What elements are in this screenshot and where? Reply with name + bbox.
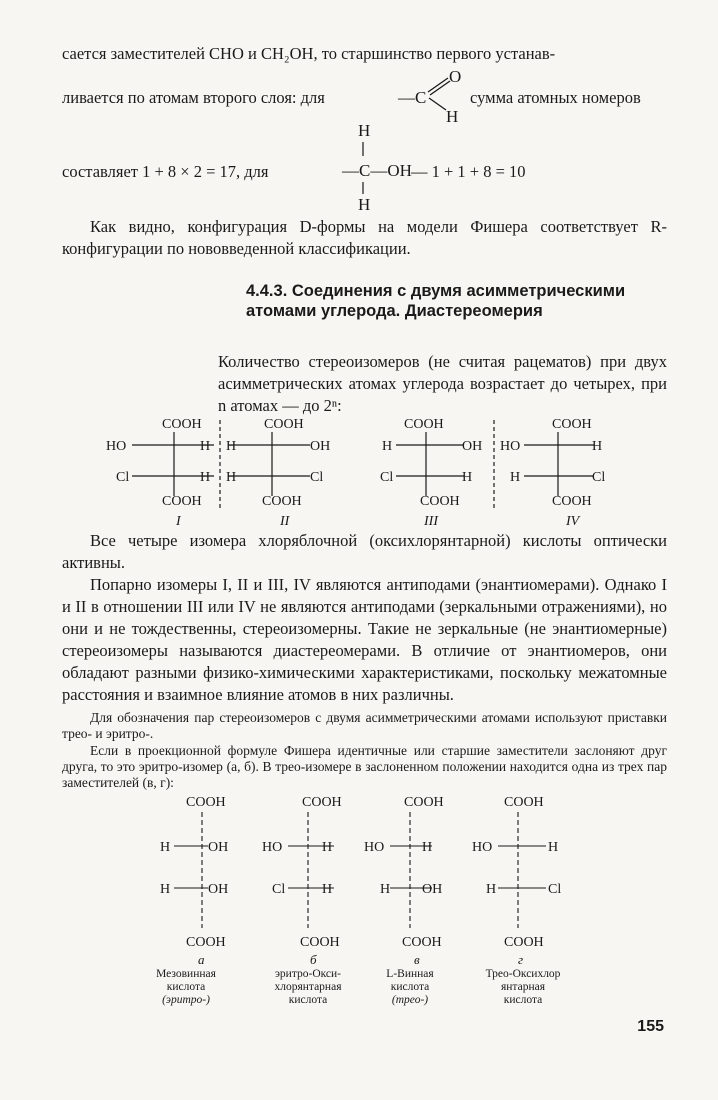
fischer-ii: [226, 417, 330, 529]
fischer-iii-cooh-top: COOH: [404, 417, 444, 432]
fischer-a: [160, 795, 228, 967]
fischer-v-h2: H: [380, 882, 391, 897]
fischer-a-cooh-top: COOH: [186, 795, 226, 810]
section-heading: 4.4.3. Соединения с двумя асимметрическими атомами углерода. Диастереомерия: [246, 282, 626, 320]
fischer-v: [364, 795, 444, 967]
fischer-iii-oh: OH: [462, 439, 483, 454]
fischer-b-ho: HO: [262, 840, 283, 855]
fischer-ii-cl: Cl: [310, 470, 324, 485]
fischer-ii-cooh-top: COOH: [264, 417, 304, 432]
fischer-b-cooh-top: COOH: [302, 795, 342, 810]
fischer-iii-h: H: [382, 439, 393, 454]
fischer-i-ho: HO: [106, 439, 127, 454]
cho-h: H: [446, 107, 459, 126]
fischer-iv-cl: Cl: [592, 470, 606, 485]
fischer-g-cl: Cl: [548, 882, 562, 897]
fischer-iii-cooh-bottom: COOH: [420, 494, 460, 509]
fischer-g-h2: H: [486, 882, 497, 897]
fischer-i-h2: H: [200, 470, 211, 485]
caption-v: [355, 968, 465, 1007]
caption-g-line3: кислота: [503, 994, 543, 1006]
fischer-v-cooh-bottom: COOH: [402, 935, 442, 950]
fischer-v-ho: HO: [364, 840, 385, 855]
fischer-a-cooh-bottom: COOH: [186, 935, 226, 950]
fischer-b-cl: Cl: [272, 882, 286, 897]
caption-b-line2: хлорянтарная: [274, 981, 342, 993]
aldehyde-group-formula: [394, 64, 474, 126]
fischer-iv-ho: HO: [500, 439, 521, 454]
fischer-ii-h1: H: [226, 439, 237, 454]
paragraph-enantiomers: Попарно изомеры I, II и III, IV являются антиподами (энантиомерами). Однако I и II в отношении III или IV не являются антиподами (зеркальными отражениями), но они и не тождественны, стереоизомерны. Такие не зеркальные (не энантиомерные) стереоизомеры называются диастереомерами. В отличие от энантиомеров, они обладают разными физико-химическими характеристиками, поскольку межатомные расстояния и взаимное влияние атомов в них различны.: [62, 575, 667, 704]
fischer-b-h1: H: [322, 840, 333, 855]
fischer-iii-h2: H: [462, 470, 473, 485]
fischer-v-h1: H: [422, 840, 433, 855]
caption-b-line1: эритро-Окси-: [274, 968, 342, 980]
caption-v-line3: (трео-): [391, 994, 429, 1006]
fischer-g: [472, 795, 561, 967]
text-line-3a: составляет 1 + 8 × 2 = 17, для: [62, 162, 269, 181]
fischer-b-cooh-bottom: COOH: [300, 935, 340, 950]
fischer-iv-h2: H: [510, 470, 521, 485]
fischer-a-letter: а: [198, 952, 205, 967]
fischer-i-cooh-bottom: COOH: [162, 494, 202, 509]
caption-b: [253, 968, 363, 1007]
ch2oh-h-top: H: [358, 121, 371, 140]
fischer-i: [106, 417, 214, 529]
paragraph-stereoisomers-intro: [218, 351, 667, 417]
text-line-2b: сумма атомных номеров: [470, 88, 641, 107]
smallprint-prefixes: Для обозначения пар стереоизомеров с двумя асимметрическими атомами используют приставки трео- и эритро-.: [62, 710, 667, 741]
caption-a-line1: Мезовинная: [156, 968, 216, 980]
caption-a-line2: кислота: [166, 981, 206, 993]
caption-a-line3: (эритро-): [162, 994, 210, 1006]
fischer-projections-i-iv: [100, 412, 640, 532]
fischer-i-cl: Cl: [116, 470, 130, 485]
caption-a: [131, 968, 241, 1007]
fischer-iv: [500, 417, 605, 529]
fischer-ii-h2: H: [226, 470, 237, 485]
fischer-iii-cl: Cl: [380, 470, 394, 485]
ch2oh-mid: —C—OH: [342, 161, 412, 180]
ch2oh-h-bottom: H: [358, 195, 371, 212]
fischer-a-oh2: OH: [208, 882, 229, 897]
fischer-g-cooh-top: COOH: [504, 795, 544, 810]
fischer-iv-cooh-top: COOH: [552, 417, 592, 432]
fischer-g-h1: H: [548, 840, 559, 855]
fischer-g-cooh-bottom: COOH: [504, 935, 544, 950]
fischer-b-letter: б: [310, 952, 317, 967]
fischer-i-h1: H: [200, 439, 211, 454]
fischer-iv-h1: H: [592, 439, 603, 454]
cho-o: O: [449, 67, 462, 86]
caption-v-line2: кислота: [390, 981, 430, 993]
caption-g: [468, 968, 578, 1007]
fischer-b-h2: H: [322, 882, 333, 897]
fischer-i-cooh-top: COOH: [162, 417, 202, 432]
fischer-v-oh: OH: [422, 882, 443, 897]
paragraph-d-form: Как видно, конфигурация D-формы на модели Фишера соответствует R-конфигурации по нововведенной классификации.: [62, 217, 667, 258]
paragraph-all-active: Все четыре изомера хлоряблочной (оксихлорянтарной) кислоты оптически активны.: [62, 531, 667, 572]
caption-g-line2: янтарная: [500, 981, 545, 993]
caption-g-line1: Трео-Оксихлор: [485, 968, 561, 980]
fischer-projections-a-g: [150, 790, 590, 968]
fischer-v-cooh-top: COOH: [404, 795, 444, 810]
paragraph-stereoisomers-text: Количество стереоизомеров (не считая рацематов) при двух асимметрических атомах углерода возрастает до четырех, при n атомах — до 2ⁿ:: [218, 352, 667, 415]
fischer-a-oh1: OH: [208, 840, 229, 855]
caption-v-line1: L-Винная: [386, 968, 434, 980]
text-line-3b: — 1 + 1 + 8 = 10: [411, 162, 526, 181]
text-line-1: сается заместителей СНО и СН₂ОН, то старшинство первого устанав-: [62, 44, 556, 63]
caption-b-line3: кислота: [288, 994, 328, 1006]
fischer-v-letter: в: [414, 952, 420, 967]
fischer-g-letter: г: [518, 952, 524, 967]
page-number: 155: [637, 1018, 664, 1035]
fischer-a-h2: H: [160, 882, 171, 897]
fischer-ii-label: II: [280, 514, 290, 529]
cho-c: —C: [398, 88, 427, 107]
fischer-i-label: I: [176, 514, 181, 529]
fischer-b: [262, 795, 342, 967]
fischer-a-h1: H: [160, 840, 171, 855]
fischer-g-ho: HO: [472, 840, 493, 855]
fischer-iv-label: IV: [566, 514, 580, 529]
fischer-iv-cooh-bottom: COOH: [552, 494, 592, 509]
fischer-iii-label: III: [424, 514, 438, 529]
fischer-iii: [380, 417, 482, 529]
text-line-2a: ливается по атомам второго слоя: для: [62, 88, 325, 107]
fischer-ii-cooh-bottom: COOH: [262, 494, 302, 509]
smallprint-erythro-threo: Если в проекционной формуле Фишера идентичные или старшие заместители заслоняют друг друга, то это эритро-изомер (а, б). В трео-изомере в заслоненном положении находится одна из трех пар заместителей (в, г):: [62, 743, 667, 790]
fischer-ii-oh: OH: [310, 439, 331, 454]
